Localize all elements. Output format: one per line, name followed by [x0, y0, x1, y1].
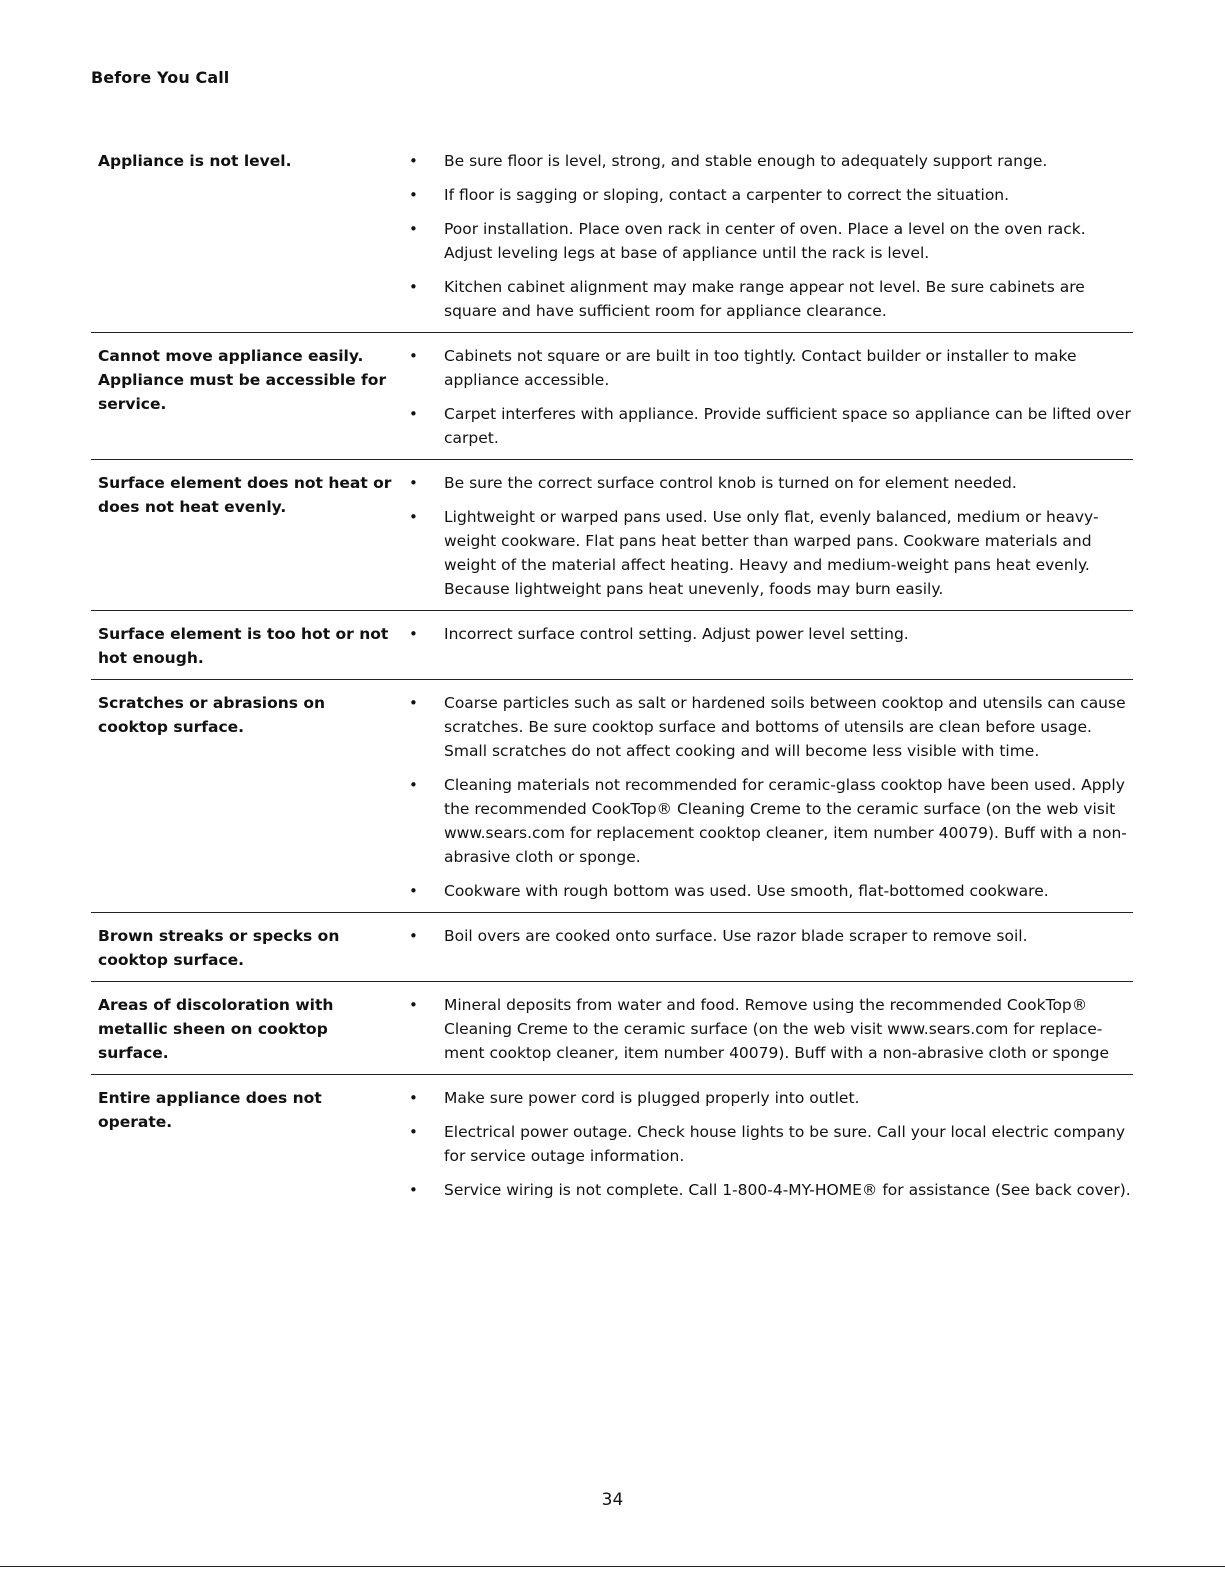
solution-item — [402, 505, 1133, 601]
solution-item — [402, 1086, 1133, 1110]
bullet-icon: • — [409, 347, 418, 365]
solution-text: Cleaning materials not recommended for ceramic-glass cooktop have been used. Apply the recommended CookTop® Cleaning Creme to the ceramic surface (on the web visit www.sears.com for replacement cooktop cleaner, item number 40079). Buff with a non-abrasive cloth or sponge. — [444, 776, 1127, 866]
problem-label: Areas of discoloration with metallic sheen on cooktop surface. — [98, 996, 334, 1062]
solution-item — [402, 1178, 1133, 1202]
bullet-icon: • — [409, 220, 418, 238]
troubleshooting-row — [91, 688, 1133, 913]
bullet-icon: • — [409, 278, 418, 296]
bullet-icon: • — [409, 152, 418, 170]
solution-list — [402, 622, 1133, 670]
troubleshooting-row — [91, 1083, 1133, 1211]
solution-item — [402, 344, 1133, 392]
problem-label: Entire appliance does not operate. — [98, 1089, 322, 1131]
solution-item — [402, 471, 1133, 495]
solution-text: Cabinets not square or are built in too tightly. Contact builder or installer to make appliance accessible. — [444, 347, 1077, 389]
bullet-icon: • — [409, 474, 418, 492]
solution-item — [402, 275, 1133, 323]
solution-text: Lightweight or warped pans used. Use only flat, evenly balanced, medium or heavy-weight cookware. Flat pans heat better than warped pans. Cookware materials and weight of the material affect heating. Heavy and medium-weight pans heat evenly. Because lightweight pans heat unevenly, foods may burn easily. — [444, 508, 1099, 598]
bullet-icon: • — [409, 186, 418, 204]
bullet-icon: • — [409, 927, 418, 945]
solution-item — [402, 622, 1133, 646]
solution-list — [402, 993, 1133, 1065]
solution-text: Kitchen cabinet alignment may make range appear not level. Be sure cabinets are square and have sufficient room for appliance clearance. — [444, 278, 1085, 320]
bullet-icon: • — [409, 776, 418, 794]
solution-text: Incorrect surface control setting. Adjust power level setting. — [444, 625, 909, 643]
troubleshooting-row — [91, 468, 1133, 611]
solution-item — [402, 691, 1133, 763]
solution-list — [402, 691, 1133, 903]
solution-text: Be sure the correct surface control knob is turned on for element needed. — [444, 474, 1017, 492]
solution-item — [402, 183, 1133, 207]
bullet-icon: • — [409, 882, 418, 900]
solution-item — [402, 993, 1133, 1065]
bullet-icon: • — [409, 508, 418, 526]
bullet-icon: • — [409, 1123, 418, 1141]
bullet-icon: • — [409, 694, 418, 712]
solution-item — [402, 924, 1133, 948]
troubleshooting-row — [91, 990, 1133, 1075]
solution-list — [402, 1086, 1133, 1202]
solution-item — [402, 402, 1133, 450]
problem-label: Appliance is not level. — [98, 152, 292, 170]
bullet-icon: • — [409, 1089, 418, 1107]
troubleshooting-table — [91, 146, 1133, 1211]
solution-text: Make sure power cord is plugged properly into outlet. — [444, 1089, 860, 1107]
troubleshooting-row — [91, 619, 1133, 680]
solution-text: Service wiring is not complete. Call 1-800-4-MY-HOME® for assistance (See back cover). — [444, 1181, 1131, 1199]
solution-text: Electrical power outage. Check house lights to be sure. Call your local electric company for service outage information. — [444, 1123, 1126, 1165]
solution-text: Be sure floor is level, strong, and stable enough to adequately support range. — [444, 152, 1048, 170]
problem-label: Brown streaks or specks on cooktop surface. — [98, 927, 340, 969]
solution-item — [402, 773, 1133, 869]
problem-label: Surface element does not heat or does not heat evenly. — [98, 474, 392, 516]
troubleshooting-row — [91, 921, 1133, 982]
solution-list — [402, 471, 1133, 601]
bullet-icon: • — [409, 625, 418, 643]
problem-label: Surface element is too hot or not hot enough. — [98, 625, 389, 667]
problem-label: Scratches or abrasions on cooktop surface. — [98, 694, 326, 736]
solution-list — [402, 344, 1133, 450]
solution-text: Mineral deposits from water and food. Remove using the recommended CookTop® Cleaning Creme to the ceramic surface (on the web visit www.sears.com for replace-ment cooktop cleaner, item number 40079). Buff with a non-abrasive cloth or sponge — [444, 996, 1110, 1062]
page-title: Before You Call — [91, 68, 230, 87]
solution-text: Coarse particles such as salt or hardened soils between cooktop and utensils can cause scratches. Be sure cooktop surface and bottoms of utensils are clean before usage. Small scratches do not affect cooking and will become less visible with time. — [444, 694, 1126, 760]
solution-item — [402, 1120, 1133, 1168]
problem-label: Cannot move appliance easily. Appliance must be accessible for service. — [98, 347, 387, 413]
bottom-divider — [0, 1566, 1225, 1567]
solution-text: Boil overs are cooked onto surface. Use razor blade scraper to remove soil. — [444, 927, 1028, 945]
troubleshooting-row — [91, 146, 1133, 333]
bullet-icon: • — [409, 405, 418, 423]
bullet-icon: • — [409, 996, 418, 1014]
solution-text: If floor is sagging or sloping, contact a carpenter to correct the situation. — [444, 186, 1010, 204]
solution-list — [402, 149, 1133, 323]
solution-text: Cookware with rough bottom was used. Use smooth, flat-bottomed cookware. — [444, 882, 1049, 900]
troubleshooting-row — [91, 341, 1133, 460]
bullet-icon: • — [409, 1181, 418, 1199]
solution-item — [402, 217, 1133, 265]
solution-item — [402, 879, 1133, 903]
solution-list — [402, 924, 1133, 972]
solution-item — [402, 149, 1133, 173]
solution-text: Poor installation. Place oven rack in center of oven. Place a level on the oven rack. Adjust leveling legs at base of appliance until the rack is level. — [444, 220, 1086, 262]
page-number: 34 — [601, 1490, 624, 1510]
solution-text: Carpet interferes with appliance. Provide sufficient space so appliance can be lifted over carpet. — [444, 405, 1131, 447]
